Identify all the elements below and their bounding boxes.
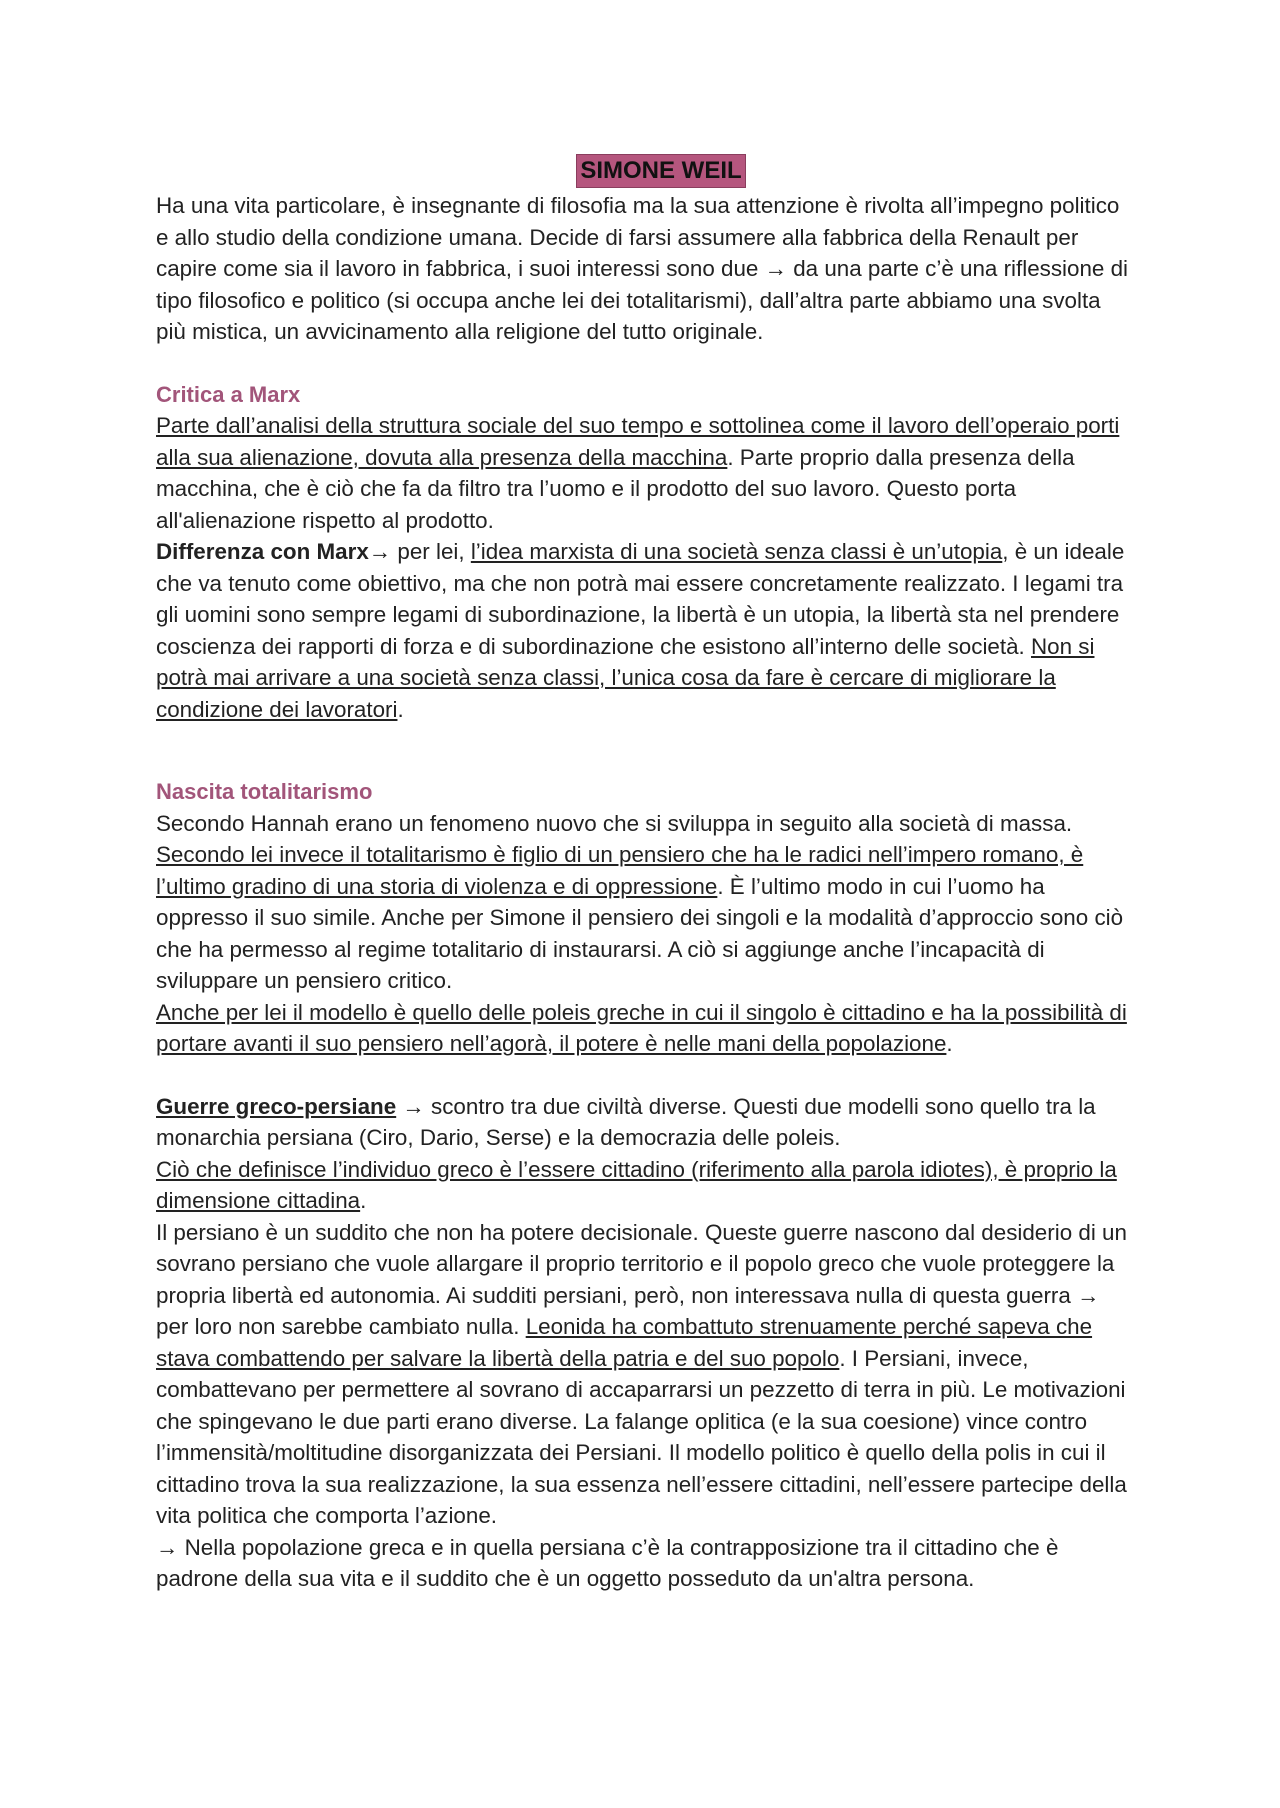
underlined-text: Anche per lei il modello è quello delle poleis greche in cui il singolo è cittadino e ha la possibilità di portare avanti il suo pensiero nell’agorà, il potere è nelle mani della popolazione [156,999,1127,1056]
totalitarismo-paragraph-3 [156,997,1136,1060]
guerre-paragraph-1 [156,1091,1136,1154]
guerre-paragraph-2 [156,1154,1136,1217]
document-page [156,152,1136,1595]
guerre-paragraph-4: → Nella popolazione greca e in quella persiana c’è la contrapposizione tra il cittadino che è padrone della sua vita e il suddito che è un oggetto posseduto da un'altra persona. [156,1534,1059,1591]
paragraph-text: . È l’ultimo modo in cui l’uomo ha oppresso il suo simile. Anche per Simone il pensiero dei singoli e la modalità d’approccio sono ciò che ha permesso al regime totalitario di instaurarsi. A ciò si aggiunge anche l’incapacità di sviluppare un pensiero critico. [156,873,1124,993]
underlined-text: Leonida ha combattuto strenuamente perché sapeva che stava combattendo per salvare la libertà della patria e del suo popolo [156,1314,1093,1371]
document-title: SIMONE WEIL [576,154,745,188]
spacer [156,1060,1136,1091]
section-heading-nascita-totalitarismo: Nascita totalitarismo [156,779,373,804]
paragraph-text: . Parte proprio dalla presenza della macchina, che è ciò che fa da filtro tra l’uomo e il prodotto del suo lavoro. Questo porta all'alienazione rispetto al prodotto. [156,444,1075,533]
paragraph-text: . [360,1188,367,1213]
critica-paragraph-2 [156,536,1136,725]
title-row [156,152,1136,190]
paragraph-text: . [946,1031,953,1056]
underlined-text: Secondo lei invece il totalitarismo è figlio di un pensiero che ha le radici nell’impero romano, è l’ultimo gradino di una storia di violenza e di oppressione [156,842,1084,899]
critica-paragraph-1 [156,410,1136,536]
paragraph-text: → per lei, [368,539,471,564]
underlined-text: l’idea marxista di una società senza classi è un’utopia [470,539,1003,564]
underlined-text: Non si potrà mai arrivare a una società senza classi, l’unica cosa da fare è cercare di migliorare la condizione dei lavoratori [156,633,1095,722]
guerre-paragraph-3 [156,1217,1136,1532]
paragraph-text: . I Persiani, invece, combattevano per permettere al sovrano di accaparrarsi un pezzetto di terra in più. Le motivazioni che spingevano le due parti erano diverse. La falange oplitica (e la sua coesione) vince contro l’immensità/moltitudine disorganizzata dei Persiani. Il modello politico è quello della polis in cui il cittadino trova la sua realizzazione, la sua essenza nell’essere cittadini, nell’essere partecipe della vita politica che comporta l’azione. [156,1345,1127,1528]
spacer [156,725,1136,745]
underlined-text: Ciò che definisce l’individuo greco è l’essere cittadino (riferimento alla parola idiotes), è proprio la dimensione cittadina [156,1156,1117,1213]
paragraph-text: Il persiano è un suddito che non ha potere decisionale. Queste guerre nascono dal desiderio di un sovrano persiano che vuole allargare il proprio territorio e il popolo greco che vuole proteggere la propria libertà ed autonomia. Ai sudditi persiani, però, non interessava nulla di questa guerra → per loro non sarebbe cambiato nulla. [156,1219,1127,1339]
paragraph-text: , è un ideale che va tenuto come obiettivo, ma che non potrà mai essere concretamente realizzato. I legami tra gli uomini sono sempre legami di subordinazione, la libertà è un utopia, la libertà sta nel prendere coscienza dei rapporti di forza e di subordinazione che esistono all’interno delle società. [156,539,1125,659]
section-heading-critica-marx: Critica a Marx [156,381,301,407]
paragraph-text: → scontro tra due civiltà diverse. Questi due modelli sono quello tra la monarchia persiana (Ciro, Dario, Serse) e la democrazia delle poleis. [156,1093,1096,1150]
paragraph-text: . [397,696,404,722]
totalitarismo-paragraph-2 [156,839,1136,997]
intro-paragraph: Ha una vita particolare, è insegnante di filosofia ma la sua attenzione è rivolta all’impegno politico e allo studio della condizione umana. Decide di farsi assumere alla fabbrica della Renault per capire come sia il lavoro in fabbrica, i suoi interessi sono due → da una parte c’è una riflessione di tipo filosofico e politico (si occupa anche lei dei totalitarismi), dall’altra parte abbiamo una svolta più mistica, un avvicinamento alla religione del tutto originale. [156,193,1129,344]
bold-underlined-label: Guerre greco-persiane [156,1093,397,1119]
bold-label: Differenza con Marx [156,539,369,564]
underlined-text: Parte dall’analisi della struttura sociale del suo tempo e sottolinea come il lavoro dell’operaio porti alla sua alienazione, dovuta alla presenza della macchina [156,413,1120,470]
totalitarismo-paragraph-1: Secondo Hannah erano un fenomeno nuovo che si sviluppa in seguito alla società di massa. [156,810,1073,836]
